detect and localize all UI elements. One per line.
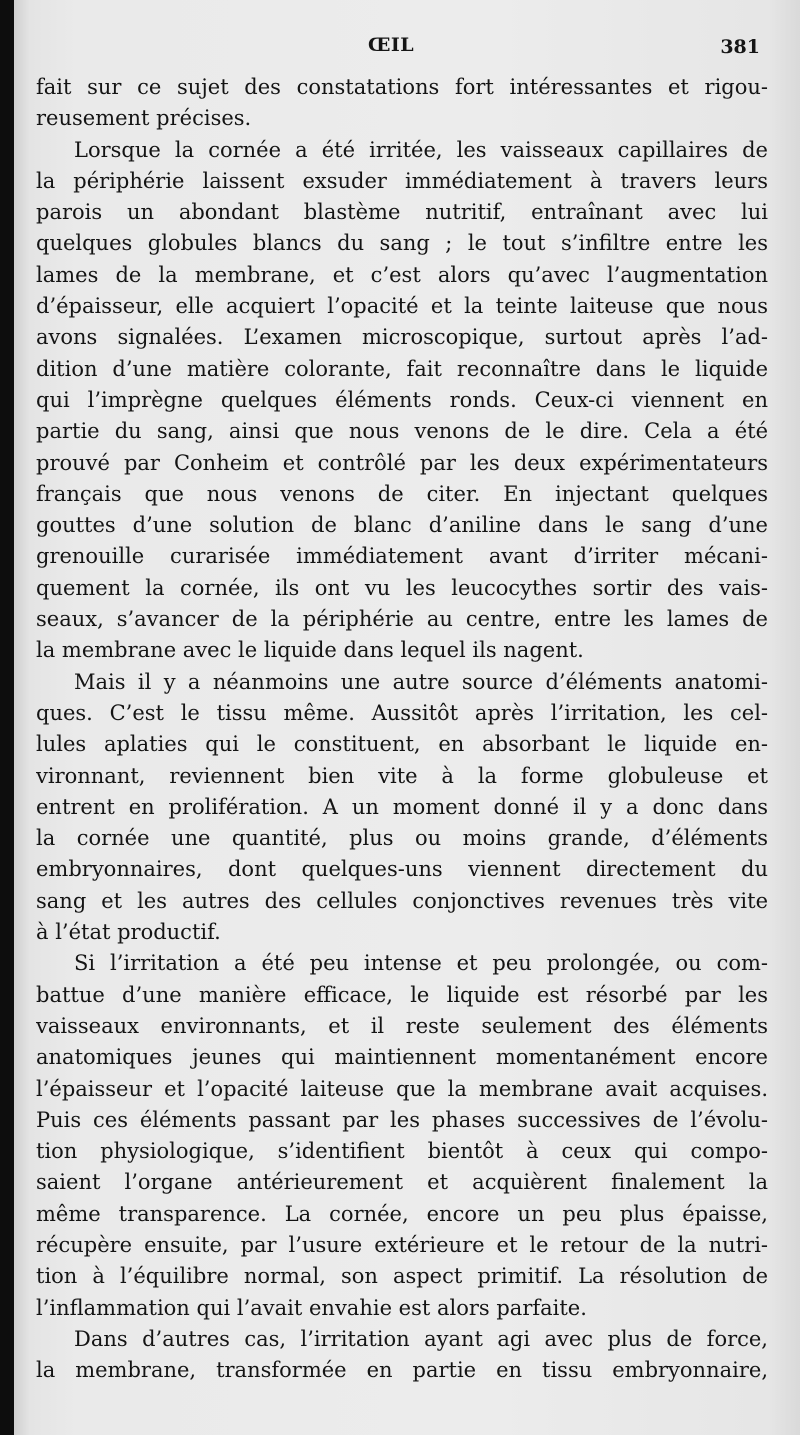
paragraph <box>36 72 768 135</box>
text-line: vaisseaux environnants, et il reste seulement des éléments <box>36 1013 768 1038</box>
text-line: seaux, s’avancer de la périphérie au centre, entre les lames de <box>36 607 768 632</box>
text-line: la périphérie laissent exsuder immédiatement à travers leurs <box>36 168 768 193</box>
text-line: partie du sang, ainsi que nous venons de le dire. Cela a été <box>36 419 768 444</box>
text-line: prouvé par Conheim et contrôlé par les deux expérimentateurs <box>36 450 768 475</box>
text-line: récupère ensuite, par l’usure extérieure et le retour de la nutri- <box>36 1232 768 1257</box>
text-line: même transparence. La cornée, encore un peu plus épaisse, <box>36 1201 768 1226</box>
text-line: lames de la membrane, et c’est alors qu’avec l’augmentation <box>36 262 768 287</box>
text-line: tion à l’équilibre normal, son aspect primitif. La résolution de <box>36 1264 768 1289</box>
text-line: l’inflammation qui l’avait envahie est alors parfaite. <box>36 1295 587 1320</box>
text-line: à l’état productif. <box>36 920 221 945</box>
text-line: battue d’une manière efficace, le liquide est résorbé par les <box>36 982 768 1007</box>
page-number: 381 <box>720 36 760 58</box>
text-line: l’épaisseur et l’opacité laiteuse que la membrane avait acquises. <box>36 1076 768 1101</box>
text-line: reusement précises. <box>36 106 252 131</box>
text-line: gouttes d’une solution de blanc d’aniline dans le sang d’une <box>36 513 768 538</box>
text-line: avons signalées. L’examen microscopique, surtout après l’ad- <box>36 325 768 350</box>
text-line: anatomiques jeunes qui maintiennent momentanément encore <box>36 1045 768 1070</box>
text-line: vironnant, reviennent bien vite à la forme globuleuse et <box>36 763 768 788</box>
text-line: la membrane avec le liquide dans lequel ils nagent. <box>36 638 584 663</box>
text-line: Puis ces éléments passant par les phases successives de l’évolu- <box>36 1107 768 1132</box>
text-line: français que nous venons de citer. En injectant quelques <box>36 481 768 506</box>
text-line: embryonnaires, dont quelques-uns viennent directement du <box>36 857 768 882</box>
text-line: quelques globules blancs du sang ; le tout s’infiltre entre les <box>36 231 768 256</box>
text-line: fait sur ce sujet des constatations fort intéressantes et rigou- <box>36 75 768 99</box>
text-line: sang et les autres des cellules conjonctives revenues très vite <box>36 888 768 913</box>
text-line: grenouille curarisée immédiatement avant d’irriter mécani- <box>36 544 768 569</box>
paragraph <box>36 1324 768 1387</box>
text-line: Lorsque la cornée a été irritée, les vaisseaux capillaires de <box>74 137 768 162</box>
text-line: saient l’organe antérieurement et acquièrent finalement la <box>36 1170 768 1195</box>
text-line: Dans d’autres cas, l’irritation ayant agi avec plus de force, <box>74 1326 768 1351</box>
text-line: tion physiologique, s’identifient bientôt à ceux qui compo- <box>36 1139 768 1164</box>
text-line: parois un abondant blastème nutritif, entraînant avec lui <box>36 200 768 225</box>
text-line: Si l’irritation a été peu intense et peu prolongée, ou com- <box>74 951 768 976</box>
text-line: qui l’imprègne quelques éléments ronds. Ceux-ci viennent en <box>36 387 768 412</box>
paragraph <box>36 135 768 667</box>
text-line: ques. C’est le tissu même. Aussitôt après l’irritation, les cel- <box>36 700 768 725</box>
text-line: dition d’une matière colorante, fait reconnaître dans le liquide <box>36 356 768 381</box>
book-page <box>14 0 800 1435</box>
text-line: la cornée une quantité, plus ou moins grande, d’éléments <box>36 826 768 851</box>
paragraph <box>36 667 768 949</box>
text-line: la membrane, transformée en partie en tissu embryonnaire, <box>36 1358 768 1383</box>
paragraph <box>36 948 768 1324</box>
text-line: d’épaisseur, elle acquiert l’opacité et la teinte laiteuse que nous <box>36 294 768 319</box>
page-header <box>14 34 800 64</box>
text-line: lules aplaties qui le constituent, en absorbant le liquide en- <box>36 732 768 757</box>
text-line: entrent en prolifération. A un moment donné il y a donc dans <box>36 794 768 819</box>
text-line: quement la cornée, ils ont vu les leucocythes sortir des vais- <box>36 575 768 600</box>
body-text <box>36 72 768 1386</box>
running-title: ŒIL <box>368 34 415 56</box>
text-line: Mais il y a néanmoins une autre source d’éléments anatomi- <box>74 669 768 694</box>
